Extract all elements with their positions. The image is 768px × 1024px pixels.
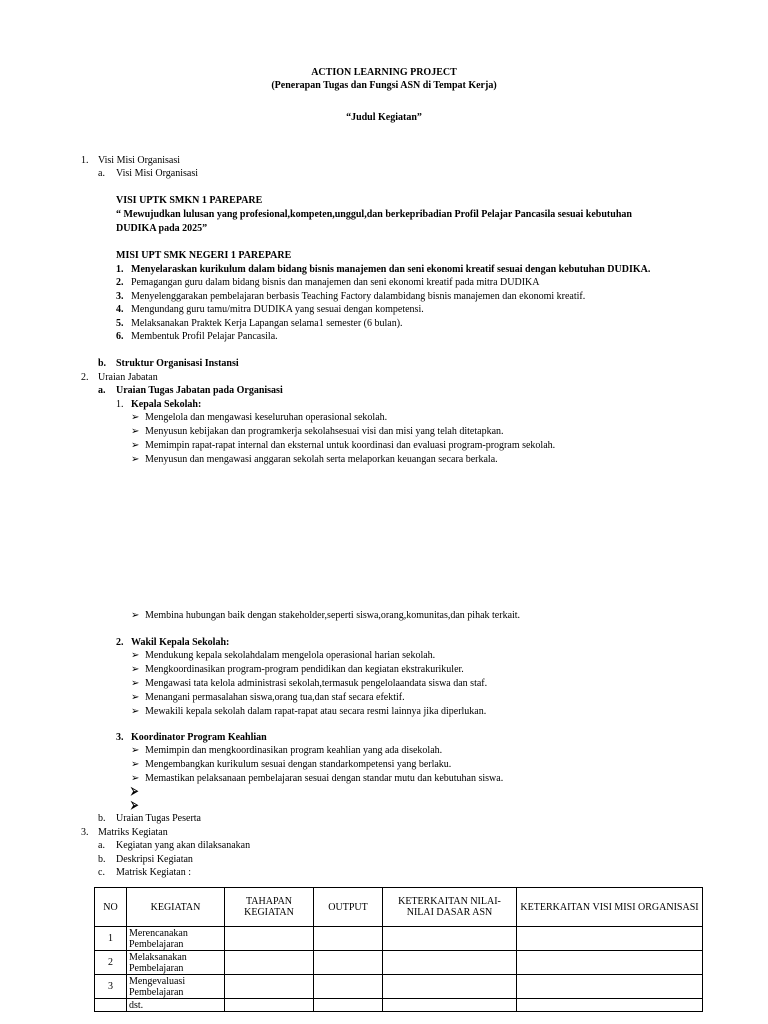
arrow-bullet-icon: ➢ — [131, 664, 140, 675]
sec3-item-text: Kegiatan yang akan dilaksanakan — [116, 840, 251, 851]
cell-empty — [517, 975, 703, 999]
arrow-bullet-icon: ➢ — [131, 773, 140, 784]
visi-text-line2: DUDIKA pada 2025” — [116, 223, 208, 234]
list-item-text: Membina hubungan baik dengan stakeholder,seperti siswa,orang,komunitas,dan pihak terkait. — [145, 610, 521, 621]
list-item-text: Mengembangkan kurikulum sesuai dengan standarkompetensi yang berlaku. — [145, 759, 452, 770]
misi-item-number: 3. — [116, 291, 124, 302]
visi-heading: VISI UPTK SMKN 1 PAREPARE — [116, 195, 263, 206]
arrow-bullet-icon: ➢ — [131, 412, 140, 423]
cell-empty — [314, 975, 383, 999]
sec3-item-text: Matrisk Kegiatan : — [116, 867, 191, 878]
list-item — [131, 677, 487, 691]
list-item — [131, 758, 451, 772]
sec2-a-title: Uraian Tugas Jabatan pada Organisasi — [116, 385, 283, 396]
list-item-text: Mendukung kepala sekolahdalam mengelola operasional harian sekolah. — [145, 650, 436, 661]
judul-kegiatan: “Judul Kegiatan” — [346, 112, 422, 123]
cell-empty — [314, 927, 383, 951]
visi-text-line1: “ Mewujudkan lulusan yang profesional,kompeten,unggul,dan berkepribadian Profil Pelajar Pancasila sesuai kebutuhan — [116, 209, 632, 220]
list-item — [131, 799, 145, 813]
list-item — [131, 744, 442, 758]
list-item-text: Mewakili kepala sekolah dalam rapat-rapat atau secara resmi lainnya jika diperlukan. — [145, 706, 487, 717]
arrow-bullet-icon: ➢ — [131, 426, 140, 437]
sec2-title: Uraian Jabatan — [98, 372, 158, 383]
col-header-visi-misi: KETERKAITAN VISI MISI ORGANISASI — [517, 888, 703, 927]
col-header-output: OUTPUT — [314, 888, 383, 927]
sec1-b-letter: b. — [98, 358, 107, 369]
misi-item-number: 6. — [116, 331, 124, 342]
arrow-bullet-icon: ➢ — [131, 692, 140, 703]
misi-item-text: Pemagangan guru dalam bidang bisnis dan manajemen dan seni ekonomi kreatif pada mitra DUDIKA — [131, 277, 540, 288]
wakil-title: Wakil Kepala Sekolah: — [131, 637, 230, 648]
misi-item-text: Membentuk Profil Pelajar Pancasila. — [131, 331, 278, 342]
misi-item-text: Mengundang guru tamu/mitra DUDIKA yang sesuai dengan kompetensi. — [131, 304, 424, 315]
list-item-text: Memimpin dan mengkoordinasikan program keahlian yang ada disekolah. — [145, 745, 443, 756]
sec1-number: 1. — [81, 155, 89, 166]
table-row — [95, 927, 703, 951]
table-row — [95, 999, 703, 1012]
list-item-text: Menyusun kebijakan dan programkerja sekolahsesuai visi dan misi yang telah ditetapkan. — [145, 426, 504, 437]
table-header-row — [95, 888, 703, 927]
list-item — [131, 663, 464, 677]
col-header-nilai-dasar: KETERKAITAN NILAI-NILAI DASAR ASN — [383, 888, 517, 927]
cell-empty — [517, 951, 703, 975]
misi-item-number: 4. — [116, 304, 124, 315]
list-item — [131, 453, 498, 467]
arrow-bullet-icon: ➢ — [131, 706, 140, 717]
doc-title: ACTION LEARNING PROJECT — [311, 67, 457, 78]
misi-item-number: 2. — [116, 277, 124, 288]
cell-empty — [225, 927, 314, 951]
sec2-a-letter: a. — [98, 385, 106, 396]
sec3-item-letter: c. — [98, 867, 105, 878]
cell-empty — [383, 927, 517, 951]
koord-title: Koordinator Program Keahlian — [131, 732, 267, 743]
cell-empty — [517, 999, 703, 1012]
misi-item-number: 5. — [116, 318, 124, 329]
list-item-text: Memastikan pelaksanaan pembelajaran sesuai dengan standar mutu dan kebutuhan siswa. — [145, 773, 504, 784]
sec1-a-letter: a. — [98, 168, 105, 179]
list-item — [131, 785, 145, 799]
list-item — [131, 439, 555, 453]
cell-empty — [225, 951, 314, 975]
list-item — [131, 609, 520, 623]
kepsek-number: 1. — [116, 399, 124, 410]
arrow-bullet-bold-icon: ⮚ — [131, 786, 139, 797]
col-header-kegiatan: KEGIATAN — [127, 888, 225, 927]
misi-item-text: Melaksanakan Praktek Kerja Lapangan selama1 semester (6 bulan). — [131, 318, 403, 329]
cell-empty — [225, 999, 314, 1012]
arrow-bullet-icon: ➢ — [131, 440, 140, 451]
list-item-text: Menyusun dan mengawasi anggaran sekolah serta melaporkan keuangan secara berkala. — [145, 454, 498, 465]
cell-kegiatan: Melaksanakan Pembelajaran — [127, 951, 225, 975]
sec3-item-text: Deskripsi Kegiatan — [116, 854, 193, 865]
list-item — [131, 649, 435, 663]
cell-no — [95, 999, 127, 1012]
cell-empty — [383, 975, 517, 999]
sec1-b-title: Struktur Organisasi Instansi — [116, 358, 239, 369]
sec3-title: Matriks Kegiatan — [98, 827, 168, 838]
cell-no: 1 — [95, 927, 127, 951]
sec2-b-letter: b. — [98, 813, 106, 824]
list-item — [131, 691, 405, 705]
cell-kegiatan: Mengevaluasi Pembelajaran — [127, 975, 225, 999]
matrix-kegiatan-table — [94, 887, 703, 1012]
col-header-tahapan: TAHAPAN KEGIATAN — [225, 888, 314, 927]
misi-item-text: Menyelenggarakan pembelajaran berbasis Teaching Factory dalambidang bisnis manajemen dan ekonomi kreatif. — [131, 291, 586, 302]
arrow-bullet-icon: ➢ — [131, 454, 140, 465]
sec1-a-title: Visi Misi Organisasi — [116, 168, 198, 179]
misi-heading: MISI UPT SMK NEGERI 1 PAREPARE — [116, 250, 292, 261]
arrow-bullet-icon: ➢ — [131, 650, 140, 661]
koord-number: 3. — [116, 732, 124, 743]
table-row — [95, 975, 703, 999]
arrow-bullet-icon: ➢ — [131, 745, 140, 756]
sec2-b-title: Uraian Tugas Peserta — [116, 813, 201, 824]
cell-kegiatan: dst. — [127, 999, 225, 1012]
list-item — [131, 411, 387, 425]
misi-item-text: Menyelaraskan kurikulum dalam bidang bisnis manajemen dan seni ekonomi kreatif sesuai dengan kebutuhan DUDIKA. — [131, 264, 651, 275]
cell-no: 2 — [95, 951, 127, 975]
cell-empty — [383, 951, 517, 975]
cell-no: 3 — [95, 975, 127, 999]
cell-empty — [225, 975, 314, 999]
list-item-text: Memimpin rapat-rapat internal dan eksternal untuk koordinasi dan evaluasi program-program sekolah. — [145, 440, 556, 451]
doc-subtitle: (Penerapan Tugas dan Fungsi ASN di Tempat Kerja) — [271, 80, 497, 91]
table-row — [95, 951, 703, 975]
cell-empty — [314, 951, 383, 975]
list-item — [131, 425, 504, 439]
arrow-bullet-icon: ➢ — [131, 678, 140, 689]
list-item-text: Mengawasi tata kelola administrasi sekolah,termasuk pengelolaandata siswa dan staf. — [145, 678, 488, 689]
list-item-text: Mengkoordinasikan program-program pendidikan dan kegiatan ekstrakurikuler. — [145, 664, 464, 675]
wakil-number: 2. — [116, 637, 124, 648]
sec3-item-letter: b. — [98, 854, 106, 865]
list-item — [131, 772, 503, 786]
cell-empty — [517, 927, 703, 951]
list-item — [131, 705, 486, 719]
arrow-bullet-bold-icon: ⮚ — [131, 800, 139, 811]
cell-kegiatan: Merencanakan Pembelajaran — [127, 927, 225, 951]
list-item-text: Menangani permasalahan siswa,orang tua,dan staf secara efektif. — [145, 692, 405, 703]
sec1-title: Visi Misi Organisasi — [98, 155, 180, 166]
arrow-bullet-icon: ➢ — [131, 759, 140, 770]
sec3-number: 3. — [81, 827, 89, 838]
cell-empty — [314, 999, 383, 1012]
col-header-no: NO — [95, 888, 127, 927]
kepsek-title: Kepala Sekolah: — [131, 399, 202, 410]
misi-item-number: 1. — [116, 264, 124, 275]
sec3-item-letter: a. — [98, 840, 105, 851]
arrow-bullet-icon: ➢ — [131, 610, 140, 621]
cell-empty — [383, 999, 517, 1012]
sec2-number: 2. — [81, 372, 89, 383]
list-item-text: Mengelola dan mengawasi keseluruhan operasional sekolah. — [145, 412, 388, 423]
